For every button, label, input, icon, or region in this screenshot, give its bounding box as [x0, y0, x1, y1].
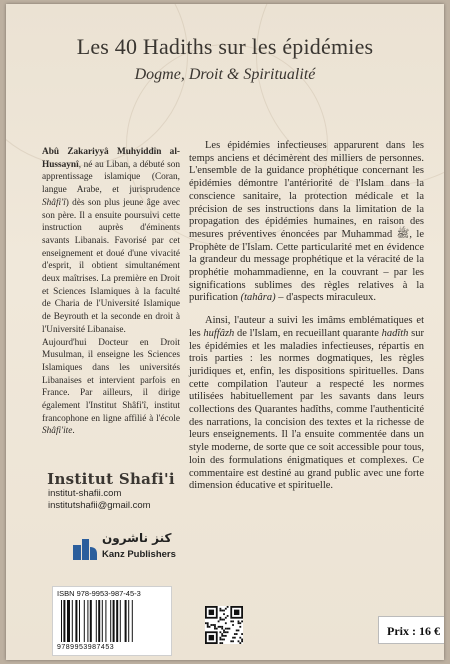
- bio-term: Shâfi'î: [42, 197, 66, 208]
- publisher-logo: [72, 529, 182, 563]
- book-title: Les 40 Hadiths sur les épidémies: [76, 34, 374, 59]
- bio-paragraph: [42, 337, 180, 439]
- publisher-name-latin: Kanz Publishers: [102, 549, 176, 560]
- bio-paragraph: [42, 146, 180, 337]
- description-term: huffâzh: [203, 327, 235, 339]
- description-term: hadîth: [381, 327, 409, 339]
- isbn-barcode: [52, 586, 172, 656]
- book-subtitle: Dogme, Droit & Spiritualité: [134, 66, 316, 83]
- bio-text: .: [72, 426, 75, 437]
- description-text: Ainsi, l'auteur a suivi les imâms emblématiques et les: [189, 315, 424, 339]
- bio-term: Shâfi'ite: [42, 426, 73, 437]
- barcode-digits: 9789953987453: [57, 644, 115, 651]
- institute-website: institut-shafii.com: [48, 488, 122, 499]
- publisher-name-arabic: كنز ناشرون: [102, 531, 172, 545]
- description-term: (tahâra): [240, 292, 276, 304]
- description-text: Les épidémies infectieuses apparurent dans les temps anciens et décimèrent des milliers de personnes. L'ensemble de la guidance prophétique concernant les épidémies démontre l'antériorité de l'Islam dans la conscience sanitaire, la protection médicale et la précision de ses instructions dans la limitation de la propagation des épidémies humaines, en raison des mesures préventives énoncées par Muhammad ﷺ, le Prophète de l'Islam. Cette particularité met en évidence la grandeur du message prophétique et la véracité de la prophétie mohammadienne, en la couvrant – par les significations sublimes des règles relatives à la purification: [189, 140, 425, 304]
- price-sticker: Prix : 16 €: [378, 616, 444, 644]
- bio-text: , né au Liban, a débuté son apprentissage islamique (Coran, langue Arabe, et jurisprudence: [42, 159, 180, 196]
- author-name: Abû Zakariyyâ Muhyiddîn al-Hussaynî: [42, 147, 180, 170]
- book-description: [189, 140, 424, 503]
- institute-email: institutshafii@gmail.com: [48, 500, 151, 511]
- publisher-emblem-icon: [72, 535, 98, 561]
- qr-code: [205, 606, 243, 644]
- book-back-cover: [6, 4, 444, 660]
- bio-text: Aujourd'hui Docteur en Droit Musulman, il enseigne les Sciences Islamiques dans les universités Libanaises et intervient parfois en France. Par ailleurs, il dirige également l'Institut Shâfi'î, institut francophone en ligne affilié à l'école: [42, 337, 180, 424]
- description-paragraph: [189, 315, 424, 493]
- isbn-number: ISBN 978-9953-987-45-3: [57, 589, 141, 598]
- bio-text: ) dès son plus jeune âge avec son père. Il a ensuite poursuivi cette instruction auprès d'éminents savants Libanais. Favorisé par cet enseignement et doué d'une vivacité d'esprit, il obtient simultanément deux maîtrises. La première en Droit et Sciences Islamiques à la faculté de Charia de l'Université Islamique de Beyrouth et la seconde en droit à l'Université Libanaise.: [42, 197, 180, 335]
- description-text: sur les épidémies et les maladies infectieuses, répartis en trois parties : les normes dogmatiques, les règles juridiques et, enfin, les dispositions spirituelles. Dans cette compilation l'auteur a respecté les normes utilisées habituellement par les savants dans leurs collections des Quarantes hadîths, comme l'authenticité des narrations, la concision des textes et la richesse de leurs enseignements. Il l'a ensuite commentée dans un style moderne, de sorte que ce soit accessible pour tous, loin des formulations énigmatiques et complexes. Ce commentaire est destiné au grand public avec une forte dimension éducative et spirituelle.: [189, 327, 424, 492]
- description-paragraph: [189, 140, 424, 305]
- description-text: – d'aspects miraculeux.: [275, 292, 377, 304]
- author-biography: [42, 146, 180, 438]
- institute-block: [42, 470, 180, 512]
- barcode-bars: [59, 600, 165, 642]
- institute-logo: Institut Shafi'i: [47, 470, 175, 488]
- description-text: de l'Islam, en recueillant quarante: [234, 327, 382, 339]
